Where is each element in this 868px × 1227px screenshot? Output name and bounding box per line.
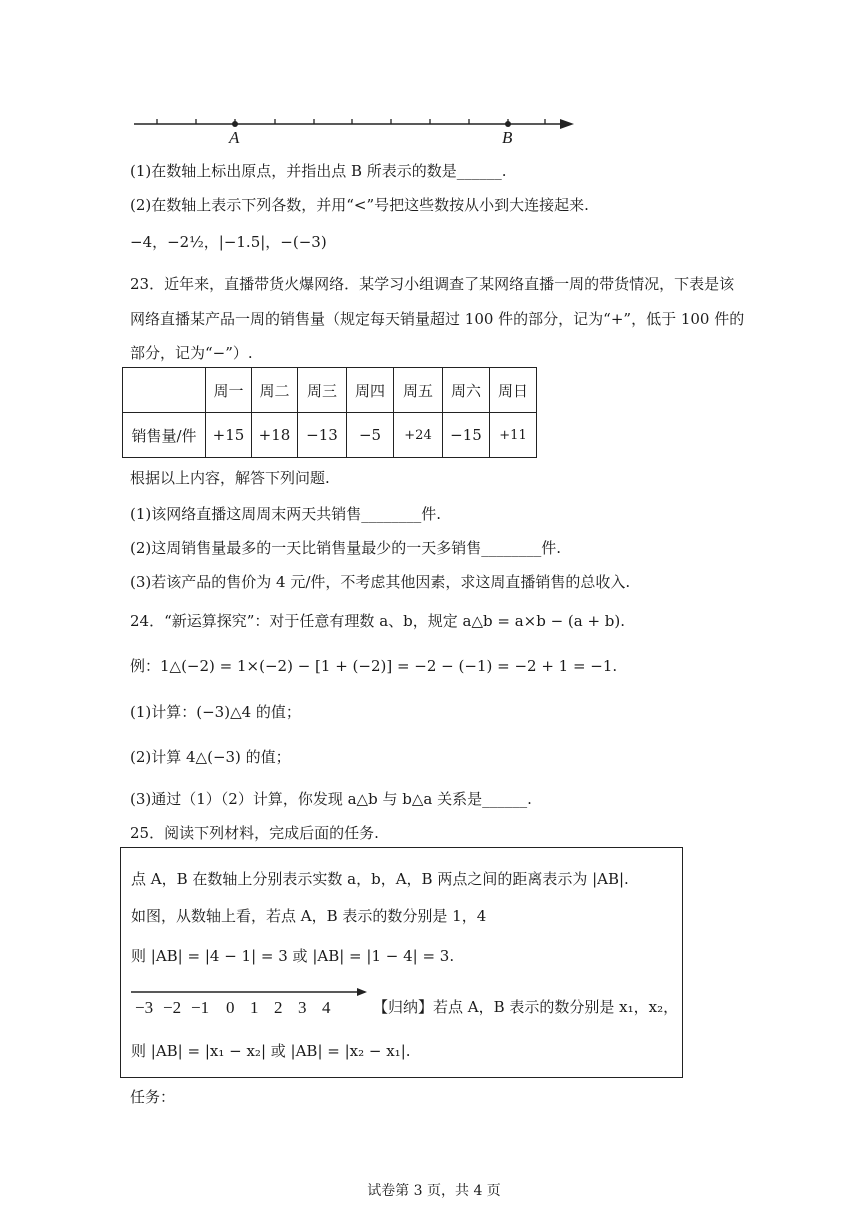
q25-task: 任务：	[130, 1088, 176, 1106]
q24-intro: 24．“新运算探究”：对于任意有理数 a、b，规定 a△b = a×b − (a + b).	[130, 612, 626, 630]
table-row	[123, 413, 537, 458]
table-header-cell: 周五	[394, 368, 443, 413]
table-header-cell	[123, 368, 206, 413]
table-cell: +18	[252, 413, 298, 458]
axis-tick-label: 0	[226, 998, 235, 1017]
table-cell: +15	[206, 413, 252, 458]
page-footer: 试卷第 3 页，共 4 页	[367, 1183, 501, 1199]
q23-part2: (2)这周销售量最多的一天比销售量最少的一天多销售________件.	[130, 539, 562, 557]
table-header-cell: 周四	[347, 368, 394, 413]
q24-example: 例：1△(−2) = 1×(−2) − [1 + (−2)] = −2 − (−1) = −2 + 1 = −1.	[130, 657, 618, 675]
table-cell: +24	[394, 413, 443, 458]
sales-table	[122, 367, 537, 458]
point-b	[505, 121, 511, 127]
axis-tick-label: 2	[274, 998, 283, 1017]
q22-numbers: −4，−2½，|−1.5|，−(−3)	[130, 233, 327, 251]
table-cell: −5	[347, 413, 394, 458]
material-line-5: 则 |AB| = |x₁ − x₂| 或 |AB| = |x₂ − x₁|.	[131, 1042, 411, 1060]
material-line-2: 如图，从数轴上看，若点 A，B 表示的数分别是 1，4	[131, 907, 487, 925]
q23-intro-2: 网络直播某产品一周的销售量（规定每天销量超过 100 件的部分，记为“+”，低于 100 件的	[130, 310, 745, 328]
q23-intro-3: 部分，记为“−”）.	[130, 344, 253, 362]
q22-part2: (2)在数轴上表示下列各数，并用“<”号把这些数按从小到大连接起来.	[130, 196, 589, 214]
table-header-cell: 周一	[206, 368, 252, 413]
point-b-label: B	[502, 128, 513, 147]
table-header-row	[123, 368, 537, 413]
q23-intro-1: 23．近年来，直播带货火爆网络．某学习小组调查了某网络直播一周的带货情况，下表是该	[130, 275, 735, 293]
q25-intro: 25．阅读下列材料，完成后面的任务.	[130, 824, 379, 842]
material-line-4: 【归纳】若点 A，B 表示的数分别是 x₁，x₂，	[373, 998, 679, 1016]
q24-part1: (1)计算：(−3)△4 的值；	[130, 703, 301, 721]
q23-part1: (1)该网络直播这周周末两天共销售________件.	[130, 505, 442, 523]
axis-tick-label: 4	[322, 998, 331, 1017]
table-row-label: 销售量/件	[123, 413, 206, 458]
axis-tick-label: 1	[250, 998, 259, 1017]
axis-tick-label: −1	[191, 998, 210, 1017]
table-header-cell: 周三	[298, 368, 347, 413]
axis-tick-label: −3	[135, 998, 154, 1017]
material-box	[120, 847, 683, 1078]
q22-part1: (1)在数轴上标出原点，并指出点 B 所表示的数是______.	[130, 162, 507, 180]
point-a	[232, 121, 238, 127]
q24-part2: (2)计算 4△(−3) 的值；	[130, 748, 291, 766]
number-line-top	[130, 108, 580, 150]
material-line-3: 则 |AB| = |4 − 1| = 3 或 |AB| = |1 − 4| = 3.	[131, 947, 455, 965]
table-cell: −13	[298, 413, 347, 458]
table-cell: +11	[490, 413, 537, 458]
table-header-cell: 周六	[443, 368, 490, 413]
table-header-cell: 周日	[490, 368, 537, 413]
table-cell: −15	[443, 413, 490, 458]
material-line-1: 点 A，B 在数轴上分别表示实数 a，b，A，B 两点之间的距离表示为 |AB|.	[131, 870, 629, 888]
q23-part3: (3)若该产品的售价为 4 元/件，不考虑其他因素，求这周直播销售的总收入.	[130, 573, 631, 591]
table-header-cell: 周二	[252, 368, 298, 413]
q24-part3: (3)通过（1）（2）计算，你发现 a△b 与 b△a 关系是______.	[130, 790, 532, 808]
point-a-label: A	[229, 128, 240, 147]
axis-tick-label: −2	[163, 998, 182, 1017]
axis-tick-label: 3	[298, 998, 307, 1017]
q23-lead: 根据以上内容，解答下列问题.	[130, 469, 330, 487]
